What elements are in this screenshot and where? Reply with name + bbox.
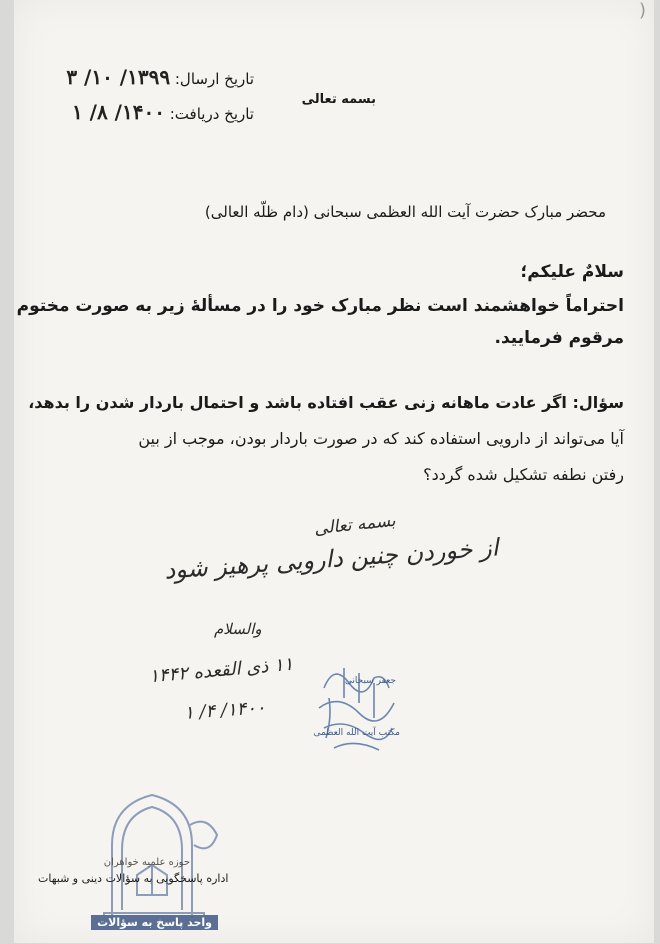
seal-line-2: مکتب آیت الله العظمی: [313, 728, 400, 738]
question-line-2: آیا می‌تواند از دارویی استفاده کند که در صورت باردار بودن، موجب از بین: [138, 429, 624, 448]
greeting: سلامٌ علیکم؛: [520, 262, 624, 282]
stamp-org-line: حوزه علمیه خواهران: [103, 857, 190, 868]
document-page: [14, 0, 654, 943]
received-date-value: ۱۴۰۰/ ۸/ ۱: [71, 100, 165, 124]
footer-office-text: اداره پاسخگویی به سؤالات دینی و شبهات: [38, 872, 229, 885]
question-line-3: رفتن نطفه تشکیل شده گردد؟: [423, 465, 624, 484]
institution-stamp: [82, 785, 232, 940]
question-line-1: سؤال: اگر عادت ماهانه زنی عقب افتاده باشد و احتمال باردار شدن را بدهد،: [28, 393, 624, 412]
received-date: [72, 100, 254, 124]
addressee-line: محضر مبارک حضرت آیت الله العظمی سبحانی (دام ظلّه العالی): [204, 203, 606, 221]
sent-date-label: تاریخ ارسال:: [174, 70, 254, 88]
request-line-1: احتراماً خواهشمند است نظر مبارک خود را در مسألهٔ زیر به صورت مختوم: [16, 296, 624, 316]
request-line-2: مرقوم فرمایید.: [494, 328, 624, 348]
answer-date-solar: ۱۴۰۰/ ۴/ ۱: [183, 697, 267, 724]
sent-date-value: ۱۳۹۹/ ۱۰/ ۳: [66, 65, 171, 89]
page-corner-mark: ): [638, 0, 646, 21]
answer-closing: والسلام: [214, 620, 262, 638]
answer-text: از خوردن چنین دارویی پرهیز شود: [163, 533, 500, 585]
seal-line-1: جعفر سبحانی: [344, 676, 396, 686]
sent-date: [66, 65, 254, 89]
answer-basmala: بسمه تعالی: [313, 510, 397, 540]
basmala-heading: بسمه تعالی: [301, 92, 376, 107]
seal-calligraphy-icon: [304, 658, 404, 758]
official-seal: [304, 658, 404, 758]
received-date-label: تاریخ دریافت:: [169, 105, 254, 123]
stamp-unit-text: واحد پاسخ به سؤالات: [91, 915, 218, 930]
answer-date-hijri: ۱۱ ذی القعده ۱۴۴۲: [148, 653, 295, 688]
